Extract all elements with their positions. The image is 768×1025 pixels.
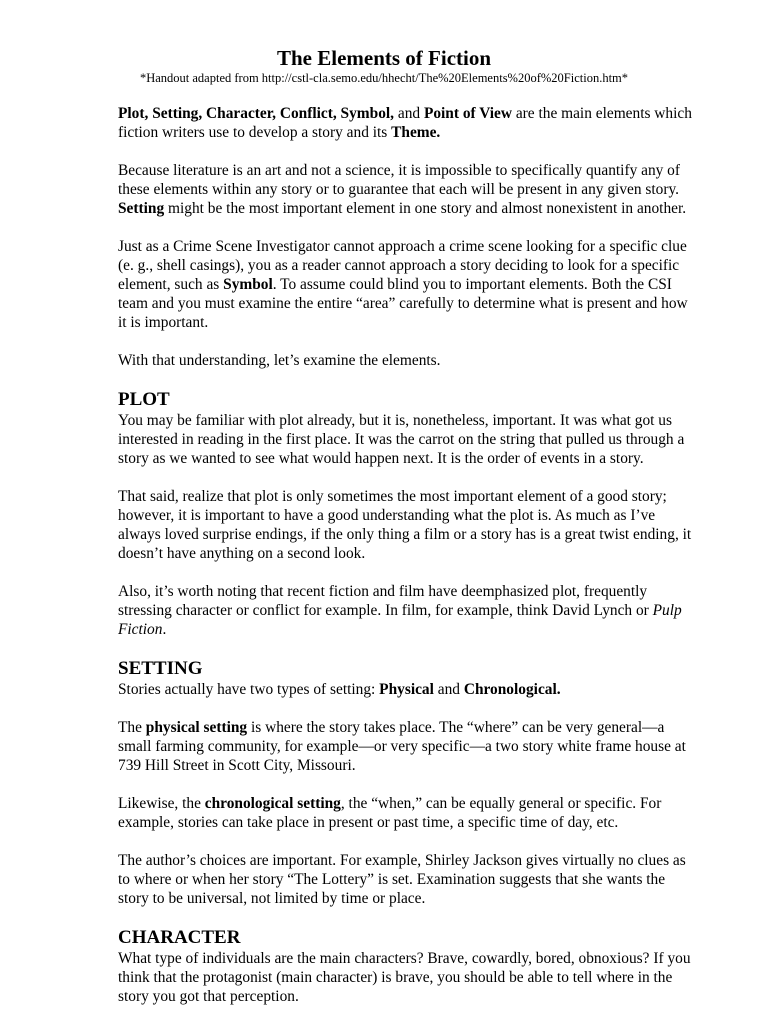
character-heading: CHARACTER: [118, 927, 241, 948]
document-title: The Elements of Fiction: [276, 46, 492, 70]
setting-p2-rest: is where the story takes place. The “where” can be very general—a small farming community, for example—or very specific—a two story white frame house at 739 Hill Street in Scott City, Missouri.: [118, 719, 686, 774]
plot-paragraph-3: [118, 582, 698, 639]
intro-and: and: [394, 105, 424, 122]
setting-p3-rest: , the “when,” can be equally general or specific. For example, stories can take place in present or past time, a specific time of day, etc.: [118, 795, 662, 831]
intro-pov: Point of View: [423, 105, 512, 122]
plot-p3-italic: Pulp Fiction: [118, 602, 682, 638]
plot-p3-text: Also, it’s worth noting that recent fiction and film have deemphasized plot, frequently stressing character or conflict for example. In film, for example, think David Lynch or: [118, 583, 653, 619]
intro-paragraph-1: [118, 104, 698, 142]
intro-rest: are the main elements which fiction writers use to develop a story and its: [118, 105, 692, 141]
intro-p2-rest: might be the most important element in one story and almost nonexistent in another.: [164, 200, 687, 217]
setting-paragraph-4: The author’s choices are important. For example, Shirley Jackson gives virtually no clues as to where or when her story “The Lottery” is set. Examination suggests that she wants the story to be universal, not limited by time or place.: [118, 852, 686, 907]
document-subtitle: *Handout adapted from http://cstl-cla.semo.edu/hhecht/The%20Elements%20of%20Fiction.htm*: [139, 71, 629, 85]
setting-p1-and: and: [433, 681, 464, 698]
setting-p1-physical: Physical: [379, 681, 434, 698]
plot-heading: PLOT: [118, 389, 170, 410]
character-paragraph-1: What type of individuals are the main characters? Brave, cowardly, bored, obnoxious? If you think that the protagonist (main character) is brave, you should be able to tell where in the story you got that perception.: [118, 950, 691, 1005]
plot-p3-rest: .: [162, 621, 167, 638]
setting-p1-chronological: Chronological.: [463, 681, 561, 698]
intro-p3-bold: Symbol: [223, 276, 273, 293]
intro-p3-text: Just as a Crime Scene Investigator cannot approach a crime scene looking for a specific clue (e. g., shell casings), you as a reader cannot approach a story deciding to look for a specific element, such as: [118, 238, 687, 293]
plot-paragraph-1: You may be familiar with plot already, but it is, nonetheless, important. It was what got us interested in reading in the first place. It was the carrot on the string that pulled us through a story as we wanted to see what would happen next. It is the order of events in a story.: [118, 412, 685, 467]
intro-terms: Plot, Setting, Character, Conflict, Symbol,: [118, 105, 395, 122]
intro-paragraph-2: [118, 161, 698, 218]
setting-p3-bold: chronological setting: [204, 795, 341, 812]
intro-p3-rest: . To assume could blind you to important elements. Both the CSI team and you must examine the entire “area” carefully to determine what is present and how it is important.: [118, 276, 688, 331]
intro-theme: Theme.: [391, 124, 441, 141]
intro-p2-text: Because literature is an art and not a science, it is impossible to specifically quantify any of these elements within any story or to guarantee that each will be present in any given story.: [118, 162, 681, 198]
setting-paragraph-3: [118, 794, 698, 832]
setting-p2-pre: The: [118, 719, 146, 736]
setting-p3-pre: Likewise, the: [118, 795, 205, 812]
document-body: [118, 104, 698, 1025]
setting-paragraph-2: [118, 718, 698, 775]
plot-paragraph-2: That said, realize that plot is only sometimes the most important element of a good story; however, it is important to have a good understanding what the plot is. As much as I’ve always loved surprise endings, if the only thing a film or a story has is a great twist ending, it doesn’t have anything on a second look.: [118, 488, 692, 562]
setting-paragraph-1: [118, 680, 698, 699]
intro-paragraph-3: [118, 237, 698, 332]
setting-p2-bold: physical setting: [145, 719, 248, 736]
intro-paragraph-4: With that understanding, let’s examine the elements.: [118, 352, 441, 369]
setting-p1-text: Stories actually have two types of setting:: [118, 681, 380, 698]
setting-heading: SETTING: [118, 658, 203, 679]
intro-p2-bold: Setting: [118, 200, 165, 217]
